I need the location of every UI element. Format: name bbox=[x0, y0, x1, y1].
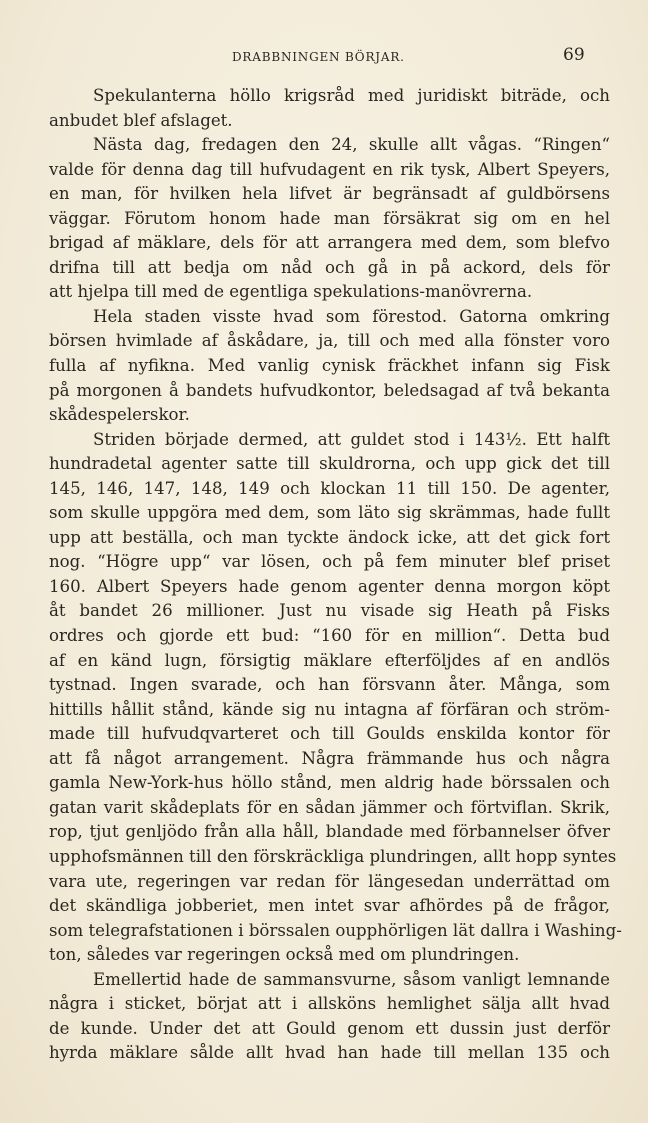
text-line: drifna till att bedja om nåd och gå in på ackord, dels för bbox=[49, 257, 610, 277]
text-line: som telegrafstationen i börssalen oupphörligen lät dallra i Washing- bbox=[49, 920, 622, 940]
text-line: hittills hållit stånd, kände sig nu intagna af förfäran och ström- bbox=[49, 699, 610, 719]
text-line: hundradetal agenter satte till skuldrorna, och upp gick det till bbox=[49, 454, 610, 474]
text-line: brigad af mäklare, dels för att arrangera med dem, som blefvo bbox=[49, 233, 610, 253]
text-line: Striden började dermed, att guldet stod i 143½. Ett halft bbox=[93, 429, 610, 449]
text-line: hyrda mäklare sålde allt hvad han hade till mellan 135 och bbox=[49, 1043, 610, 1063]
paragraph-1 bbox=[49, 84, 610, 133]
text-line: de kunde. Under det att Gould genom ett dussin just derför bbox=[49, 1018, 610, 1038]
text-line: en man, för hvilken hela lifvet är begränsadt af guldbörsens bbox=[49, 184, 610, 204]
text-line: nog. “Högre upp“ var lösen, och på fem minuter blef priset bbox=[49, 552, 610, 572]
text-line: det skändliga jobberiet, men intet svar afhördes på de frågor, bbox=[49, 896, 610, 916]
text-line: Hela staden visste hvad som förestod. Gatorna omkring bbox=[93, 306, 610, 326]
paragraph-4 bbox=[49, 428, 622, 968]
text-line: skådespelerskor. bbox=[49, 405, 190, 425]
text-line: Nästa dag, fredagen den 24, skulle allt vågas. “Ringen“ bbox=[93, 135, 610, 155]
text-line: åt bandet 26 millioner. Just nu visade sig Heath på Fisks bbox=[49, 601, 610, 621]
text-line: af en känd lugn, försigtig mäklare efterföljdes af en andlös bbox=[49, 650, 610, 670]
text-line: ton, således var regeringen också med om plundringen. bbox=[49, 945, 520, 965]
text-line: några i sticket, börjat att i allsköns hemlighet sälja allt hvad bbox=[49, 994, 610, 1014]
text-line: valde för denna dag till hufvudagent en rik tysk, Albert Speyers, bbox=[49, 159, 610, 179]
text-line: att få något arrangement. Några främmande hus och några bbox=[49, 748, 610, 768]
text-line: upphofsmännen till den förskräckliga plundringen, allt hopp syntes bbox=[49, 846, 617, 866]
text-line: väggar. Förutom honom hade man försäkrat sig om en hel bbox=[49, 208, 610, 228]
paragraph-5 bbox=[49, 968, 610, 1066]
text-line: fulla af nyfikna. Med vanlig cynisk fräckhet infann sig Fisk bbox=[49, 356, 610, 376]
text-line: tystnad. Ingen svarade, och han försvann åter. Många, som bbox=[49, 675, 610, 695]
text-line: gamla New-York-hus höllo stånd, men aldrig hade börssalen och bbox=[49, 773, 610, 793]
text-line: gatan varit skådeplats för en sådan jämmer och förtviflan. Skrik, bbox=[49, 797, 610, 817]
text-line: ordres och gjorde ett bud: “160 för en million“. Detta bud bbox=[49, 626, 610, 646]
paragraph-3 bbox=[49, 305, 610, 428]
text-line: 160. Albert Speyers hade genom agenter denna morgon köpt bbox=[49, 576, 610, 596]
text-line: Spekulanterna höllo krigsråd med juridiskt biträde, och bbox=[93, 86, 610, 105]
text-line: made till hufvudqvarteret och till Goulds enskilda kontor för bbox=[49, 724, 610, 744]
page-number: 69 bbox=[563, 45, 585, 65]
text-line: 145, 146, 147, 148, 149 och klockan 11 till 150. De agenter, bbox=[49, 478, 610, 498]
text-line: upp att beställa, och man tyckte ändock icke, att det gick fort bbox=[49, 527, 610, 547]
text-line: på morgonen å bandets hufvudkontor, beledsagad af två bekanta bbox=[49, 380, 610, 400]
running-head: DRABBNINGEN BÖRJAR. bbox=[232, 50, 405, 64]
text-line: Emellertid hade de sammansvurne, såsom vanligt lemnande bbox=[93, 969, 610, 989]
text-line: börsen hvimlade af åskådare, ja, till och med alla fönster voro bbox=[49, 331, 610, 351]
text-line: anbudet blef afslaget. bbox=[49, 110, 233, 130]
text-line: rop, tjut genljödo från alla håll, blandade med förbannelser öfver bbox=[49, 822, 610, 842]
body-text bbox=[49, 84, 622, 1066]
text-line: som skulle uppgöra med dem, som läto sig skrämmas, hade fullt bbox=[49, 503, 610, 523]
text-line: att hjelpa till med de egentliga spekulations-manövrerna. bbox=[49, 282, 533, 302]
paragraph-2 bbox=[49, 133, 610, 305]
text-line: vara ute, regeringen var redan för längesedan underrättad om bbox=[49, 871, 610, 891]
